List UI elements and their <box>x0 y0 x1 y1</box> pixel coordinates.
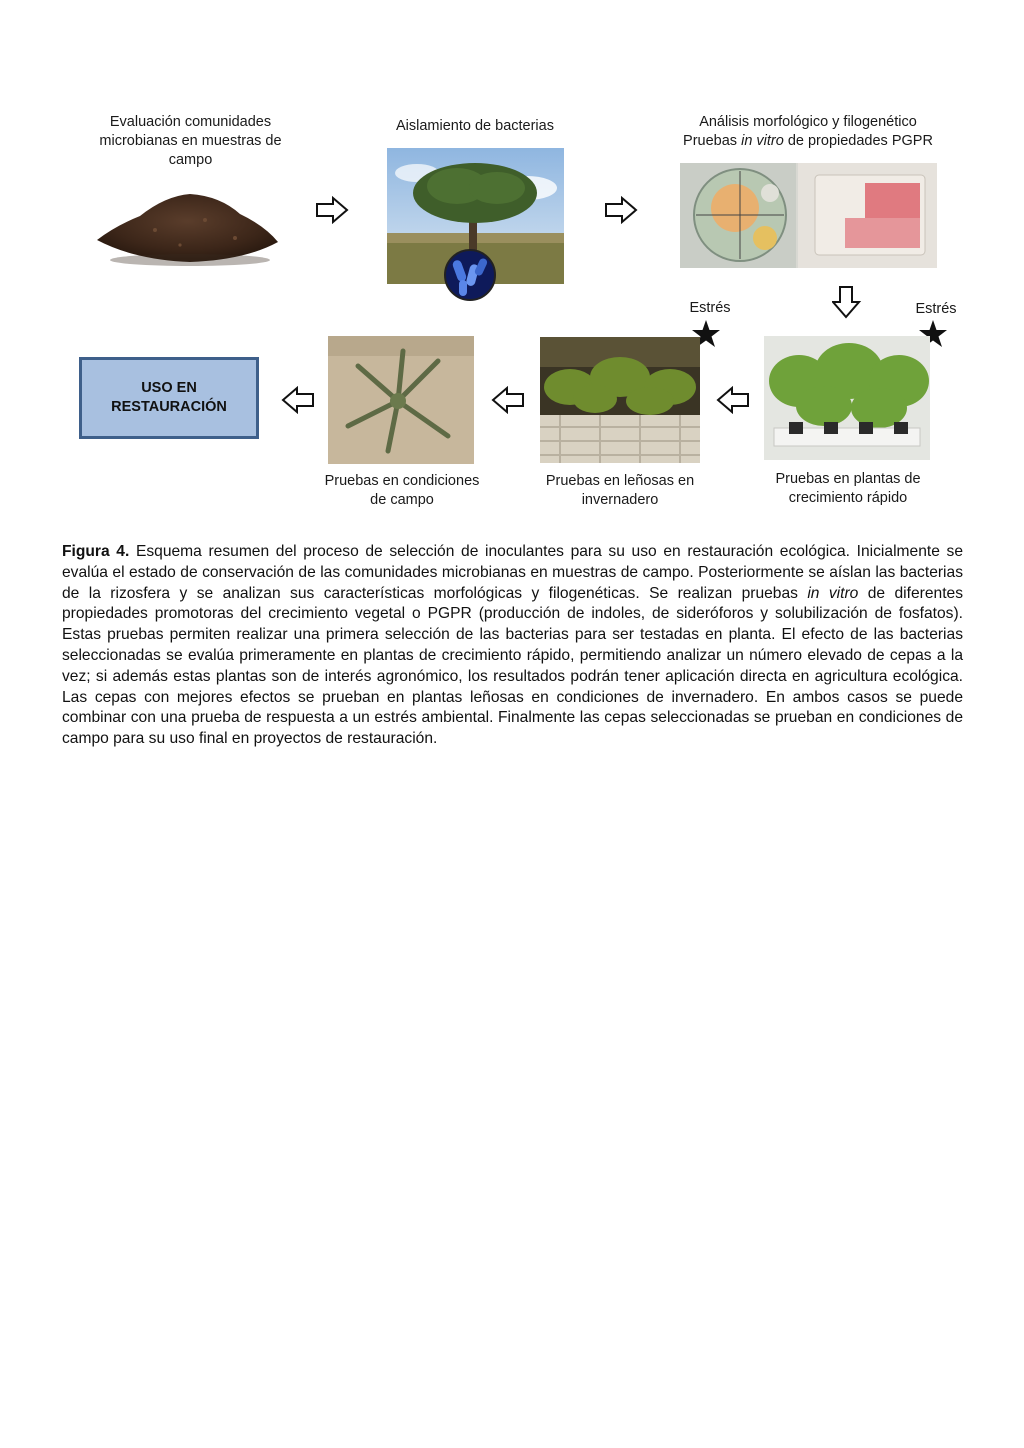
bacteria-icon <box>443 246 497 304</box>
stress-label-2: Estrés <box>915 301 957 317</box>
step-label-evaluacion: Evaluación comunidades microbianas en muestras de campo <box>99 114 282 168</box>
step-label-plantas-rapido: Pruebas en plantas de crecimiento rápido <box>775 471 921 506</box>
caption-part2: de diferentes propiedades promotoras del crecimiento vegetal o PGPR (producción de indoles, de sideróforos y solubilización de fosfatos). Estas pruebas permiten realizar una primera selección de las bacterias para ser testadas en planta. El efecto de las bacterias seleccionadas se evalúa primeramente en plantas de crecimiento rápido, permitiendo analizar un número elevado de cepas a la vez; si además estas plantas son de interés agronómico, los resultados podrán tener aplicación directa en agricultura ecológica. Las cepas con mejores efectos se prueban en plantas leñosas en condiciones de invernadero. En ambos casos se puede combinar con una prueba de respuesta a un estrés ambiental. Finalmente las cepas seleccionadas se prueban en condiciones de campo para su uso final en proyectos de restauración. <box>62 584 963 748</box>
figure-caption <box>62 542 963 750</box>
analisis-line2-pre: Pruebas <box>683 133 742 149</box>
caption-em: in vitro <box>807 584 859 602</box>
arrow-down-icon <box>832 285 862 319</box>
greenhouse-photo <box>540 337 700 463</box>
step-label-analisis <box>660 113 956 151</box>
arrow-right-icon <box>315 196 349 224</box>
figure-label: Figura 4. <box>62 543 130 560</box>
lab-tests-photo <box>680 163 937 268</box>
analisis-line1: Análisis morfológico y filogenético <box>699 114 917 130</box>
arrow-left-icon <box>491 386 525 414</box>
arrow-right-icon <box>604 196 638 224</box>
soil-image <box>95 190 280 270</box>
field-plant-photo <box>328 336 474 464</box>
analisis-line2-post: de propiedades PGPR <box>783 133 933 149</box>
arrow-left-icon <box>716 386 750 414</box>
fast-plants-photo <box>764 336 930 460</box>
arrow-left-icon <box>281 386 315 414</box>
caption-part1: Esquema resumen del proceso de selección de inoculantes para su uso en restauración ecológica. Inicialmente se evalúa el estado de conservación de las comunidades microbianas en muestras de campo. Posteriormente se aíslan las bacterias de la rizosfera y se analizan sus características morfológicas y filogenéticas. Se realizan pruebas <box>62 543 963 602</box>
step-label-aislamiento: Aislamiento de bacterias <box>396 118 554 134</box>
stress-label-1: Estrés <box>689 300 731 316</box>
step-label-lenosas: Pruebas en leñosas en invernadero <box>545 473 695 508</box>
step-label-campo: Pruebas en condiciones de campo <box>324 473 480 508</box>
uso-restauracion-box: USO EN RESTAURACIÓN <box>79 357 259 439</box>
analisis-line2-em: in vitro <box>741 133 784 149</box>
